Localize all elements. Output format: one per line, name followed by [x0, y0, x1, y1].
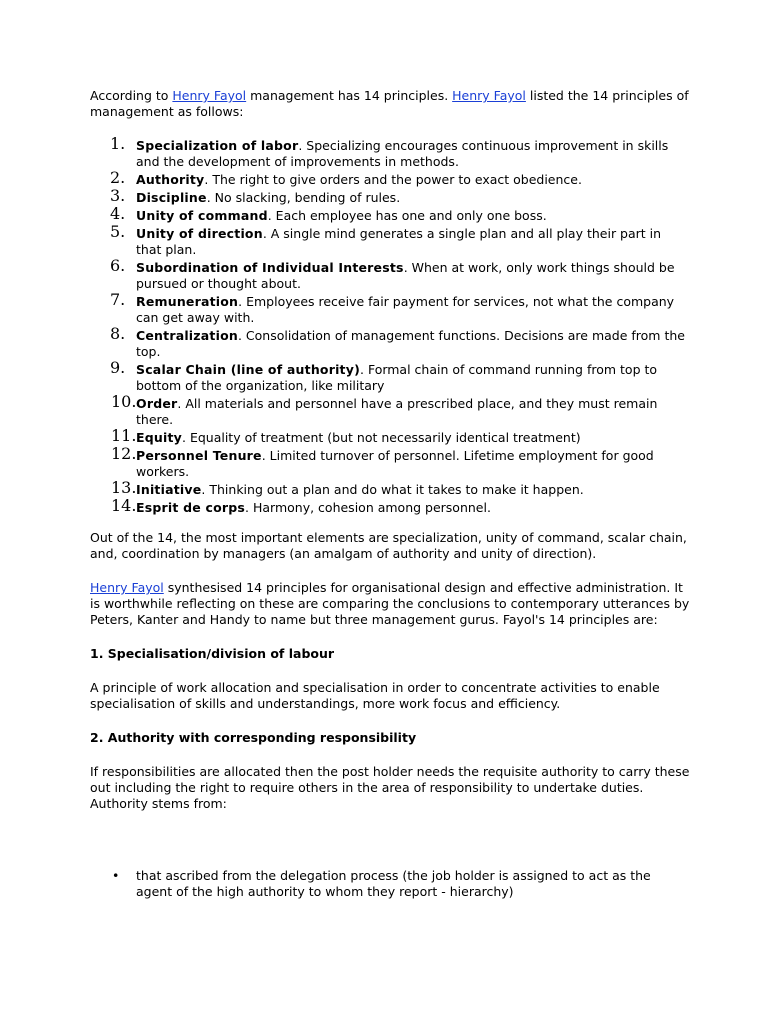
- item-number: 9.: [110, 358, 126, 377]
- principle-term: Personnel Tenure: [136, 448, 262, 463]
- principle-description: . Limited turnover of personnel. Lifetime employment for good workers.: [136, 448, 654, 479]
- principle-term: Unity of command: [136, 208, 268, 223]
- list-item: [90, 256, 690, 292]
- principle-description: . Thinking out a plan and do what it takes to make it happen.: [201, 482, 584, 497]
- principle-term: Equity: [136, 430, 182, 445]
- principle-description: . Consolidation of management functions. Decisions are made from the top.: [136, 328, 685, 359]
- principle-description: . No slacking, bending of rules.: [206, 190, 401, 205]
- list-item: [90, 358, 690, 394]
- principle-term: Order: [136, 396, 178, 411]
- principles-list: [90, 134, 690, 516]
- section-heading: 1. Specialisation/division of labour: [90, 646, 335, 661]
- principle-description: . A single mind generates a single plan and all play their part in that plan.: [136, 226, 662, 257]
- list-item: [90, 444, 690, 480]
- document-page: [90, 88, 690, 900]
- item-number: 5.: [110, 222, 126, 241]
- item-number: 3.: [110, 186, 126, 205]
- list-item: [90, 496, 690, 516]
- principle-term: Scalar Chain (line of authority): [136, 362, 360, 377]
- item-number: 12.: [111, 444, 137, 463]
- intro-text: According to: [90, 88, 173, 103]
- henry-fayol-link[interactable]: Henry Fayol: [90, 580, 164, 595]
- list-item: [90, 222, 690, 258]
- principle-term: Specialization of labor: [136, 138, 299, 153]
- henry-fayol-link[interactable]: Henry Fayol: [452, 88, 526, 103]
- principle-description: . Employees receive fair payment for services, not what the company can get away with.: [136, 294, 675, 325]
- list-item: [90, 168, 690, 188]
- section-body: If responsibilities are allocated then the post holder needs the requisite authority to carry these out including the right to require others in the area of responsibility to undertake duties. Authority stems from:: [90, 764, 690, 811]
- principle-description: . The right to give orders and the power to exact obedience.: [204, 172, 582, 187]
- item-number: 13.: [111, 478, 137, 497]
- synthesis-text: synthesised 14 principles for organisational design and effective administration. It is worthwhile reflecting on these are comparing the conclusions to contemporary utterances by Peters, Kanter and Handy to name but three management gurus. Fayol's 14 principles are:: [90, 580, 690, 627]
- bullet-icon: •: [112, 868, 120, 883]
- section-heading: 2. Authority with corresponding responsibility: [90, 730, 417, 745]
- principle-term: Subordination of Individual Interests: [136, 260, 404, 275]
- principle-description: . When at work, only work things should be pursued or thought about.: [136, 260, 675, 291]
- principle-term: Unity of direction: [136, 226, 263, 241]
- principle-description: . Specializing encourages continuous improvement in skills and the development of improvements in methods.: [136, 138, 669, 169]
- item-number: 6.: [110, 256, 126, 275]
- spacer: [90, 812, 690, 868]
- list-item: [90, 392, 690, 428]
- principle-description: . Formal chain of command running from top to bottom of the organization, like military: [136, 362, 658, 393]
- list-item: [90, 134, 690, 170]
- list-item: [90, 478, 690, 498]
- principle-description: . Harmony, cohesion among personnel.: [245, 500, 491, 515]
- item-number: 1.: [110, 134, 126, 153]
- synthesis-paragraph: [90, 580, 690, 628]
- principle-description: . Each employee has one and only one boss.: [267, 208, 547, 223]
- item-number: 10.: [111, 392, 137, 411]
- bullet-text: that ascribed from the delegation process (the job holder is assigned to act as the agent of the high authority to whom they report - hierarchy): [136, 868, 651, 899]
- principle-term: Initiative: [136, 482, 202, 497]
- henry-fayol-link[interactable]: Henry Fayol: [172, 88, 247, 103]
- list-item: [90, 186, 690, 206]
- principle-term: Remuneration: [136, 294, 239, 309]
- principle-term: Discipline: [136, 190, 207, 205]
- bullet-list: [90, 868, 690, 900]
- item-number: 4.: [110, 204, 126, 223]
- item-number: 8.: [110, 324, 126, 343]
- principle-term: Authority: [136, 172, 205, 187]
- intro-text: listed the 14 principles of management as follows:: [90, 88, 689, 119]
- principle-term: Centralization: [136, 328, 238, 343]
- list-item: [90, 204, 690, 224]
- principle-description: . All materials and personnel have a prescribed place, and they must remain there.: [136, 396, 658, 427]
- list-item: [90, 290, 690, 326]
- principle-term: Esprit de corps: [136, 500, 246, 515]
- item-number: 2.: [110, 168, 126, 187]
- section-body: A principle of work allocation and specialisation in order to concentrate activities to enable specialisation of skills and understandings, more work focus and efficiency.: [90, 680, 660, 711]
- list-item: [90, 324, 690, 360]
- intro-text: management has 14 principles.: [246, 88, 453, 103]
- item-number: 11.: [111, 426, 137, 445]
- list-item: [90, 426, 690, 446]
- intro-paragraph: [90, 88, 690, 120]
- item-number: 14.: [111, 496, 137, 515]
- summary-paragraph: Out of the 14, the most important elements are specialization, unity of command, scalar chain, and, coordination by managers (an amalgam of authority and unity of direction).: [90, 530, 687, 561]
- item-number: 7.: [110, 290, 126, 309]
- list-item: [90, 868, 690, 900]
- principle-description: . Equality of treatment (but not necessarily identical treatment): [182, 430, 581, 445]
